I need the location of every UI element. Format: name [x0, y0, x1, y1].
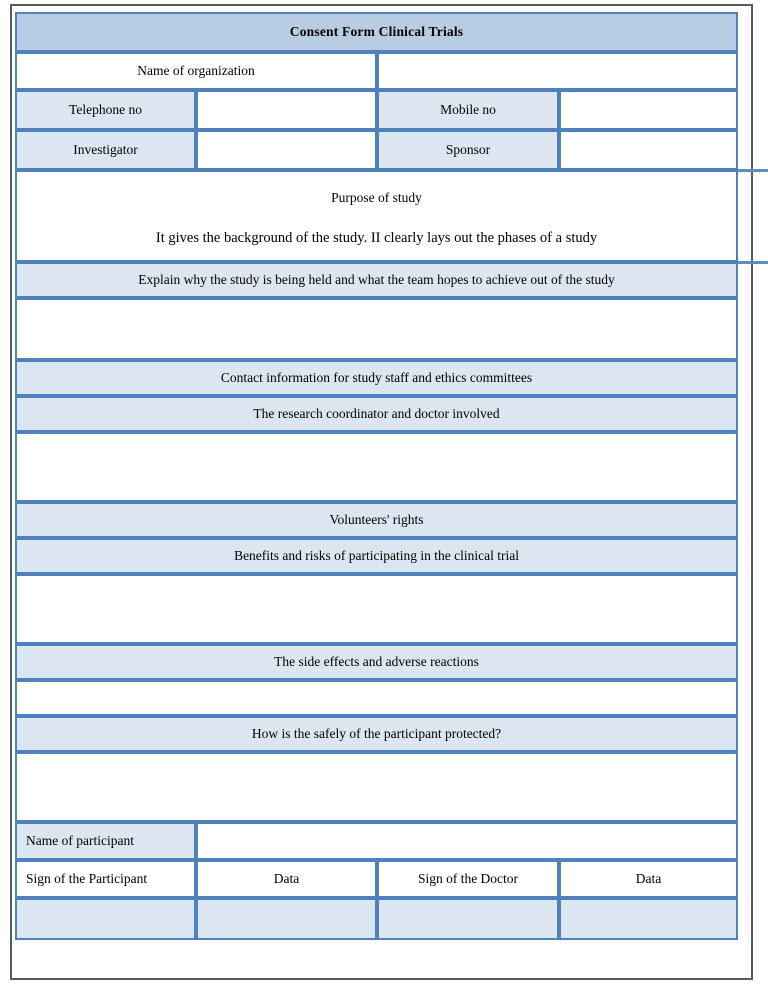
organization-input[interactable]	[377, 52, 738, 90]
data-label-doctor: Data	[559, 860, 738, 898]
sign-participant-input[interactable]	[15, 898, 196, 940]
side-effects-answer-area[interactable]	[15, 680, 738, 716]
safety-band-label: How is the safely of the participant protected?	[15, 716, 738, 752]
data-input-doctor[interactable]	[559, 898, 738, 940]
benefits-band-label: Benefits and risks of participating in the clinical trial	[15, 538, 738, 574]
form-title: Consent Form Clinical Trials	[15, 12, 738, 52]
purpose-cell	[15, 170, 738, 262]
table-row-safety-band	[15, 716, 738, 752]
table-row-volunteers-band	[15, 502, 738, 538]
table-row-signature-boxes	[15, 898, 738, 940]
coordinator-band-label: The research coordinator and doctor involved	[15, 396, 738, 432]
table-row-signature-labels	[15, 860, 738, 898]
sponsor-label: Sponsor	[377, 130, 559, 170]
table-row-title	[15, 12, 738, 52]
table-row-coordinator-answer	[15, 432, 738, 502]
investigator-label: Investigator	[15, 130, 196, 170]
table-row-benefits-answer	[15, 574, 738, 644]
safety-answer-area[interactable]	[15, 752, 738, 822]
table-row-purpose	[15, 170, 738, 262]
side-effects-band-label: The side effects and adverse reactions	[15, 644, 738, 680]
explain-answer-area[interactable]	[15, 298, 738, 360]
telephone-input[interactable]	[196, 90, 377, 130]
table-row-coordinator-band	[15, 396, 738, 432]
overflow-rule-top	[738, 169, 768, 172]
table-row-side-effects-band	[15, 644, 738, 680]
table-row-safety-answer	[15, 752, 738, 822]
table-row-explain-answer	[15, 298, 738, 360]
table-row-explain-band	[15, 262, 738, 298]
sponsor-input[interactable]	[559, 130, 738, 170]
volunteers-band-label: Volunteers' rights	[15, 502, 738, 538]
participant-name-label: Name of participant	[15, 822, 196, 860]
organization-label: Name of organization	[15, 52, 377, 90]
sign-doctor-label: Sign of the Doctor	[377, 860, 559, 898]
data-input-participant[interactable]	[196, 898, 377, 940]
table-row-telephone-mobile	[15, 90, 738, 130]
overflow-rule-bottom	[738, 261, 768, 264]
sign-participant-label: Sign of the Participant	[15, 860, 196, 898]
telephone-label: Telephone no	[15, 90, 196, 130]
consent-form-table	[15, 12, 738, 940]
contact-band-label: Contact information for study staff and ethics committees	[15, 360, 738, 396]
purpose-heading: Purpose of study	[331, 190, 422, 206]
table-row-benefits-band	[15, 538, 738, 574]
benefits-answer-area[interactable]	[15, 574, 738, 644]
sign-doctor-input[interactable]	[377, 898, 559, 940]
table-row-investigator-sponsor	[15, 130, 738, 170]
participant-name-input[interactable]	[196, 822, 738, 860]
table-row-side-effects-answer	[15, 680, 738, 716]
explain-band-label: Explain why the study is being held and what the team hopes to achieve out of the study	[15, 262, 738, 298]
table-row-contact-band	[15, 360, 738, 396]
mobile-label: Mobile no	[377, 90, 559, 130]
table-row-participant-name	[15, 822, 738, 860]
purpose-description: It gives the background of the study. II clearly lays out the phases of a study	[155, 230, 598, 247]
investigator-input[interactable]	[196, 130, 377, 170]
data-label-participant: Data	[196, 860, 377, 898]
coordinator-answer-area[interactable]	[15, 432, 738, 502]
mobile-input[interactable]	[559, 90, 738, 130]
table-row-organization	[15, 52, 738, 90]
